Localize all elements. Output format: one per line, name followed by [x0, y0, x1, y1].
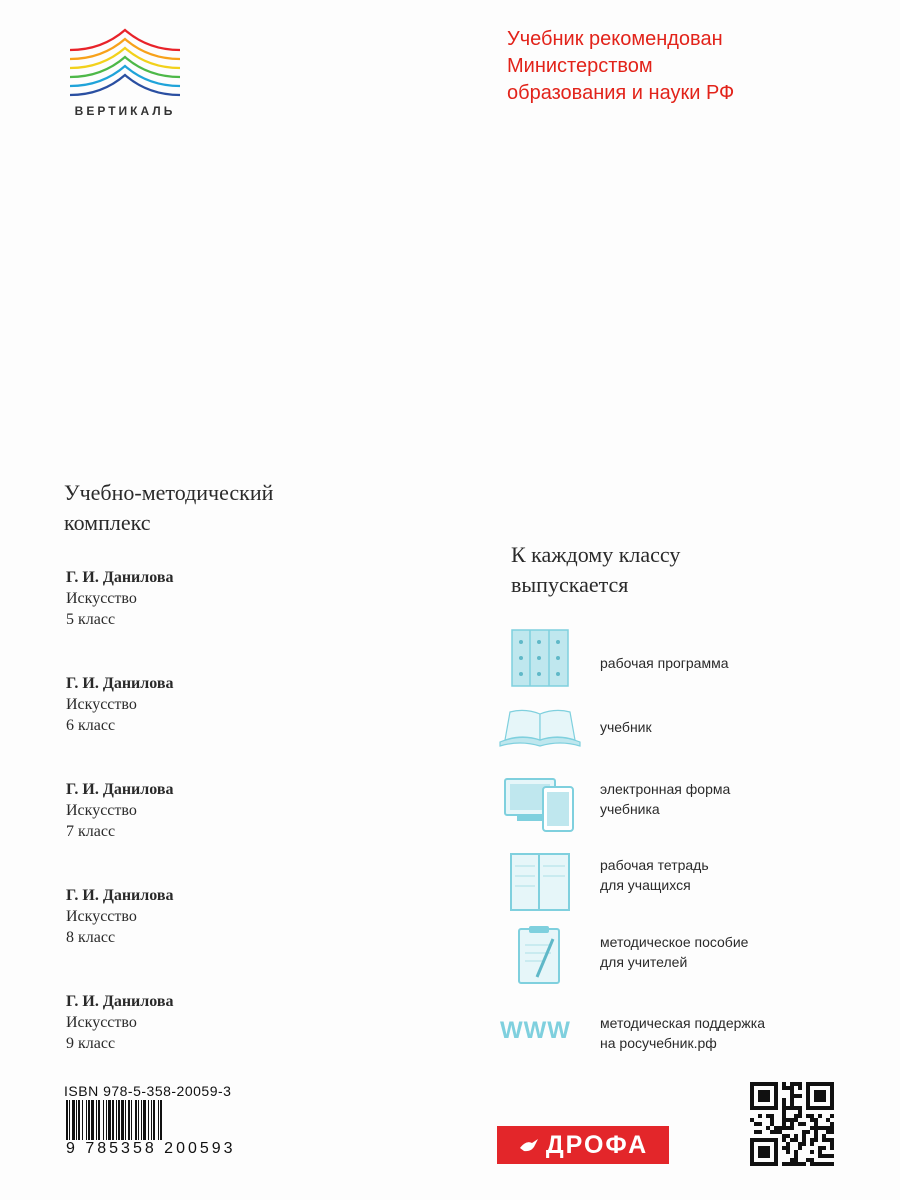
- issue-item-eform: [495, 775, 855, 845]
- issue-item-support: [495, 1013, 855, 1083]
- book-grade: 5 класс: [66, 611, 116, 628]
- issue-label: учебник: [600, 719, 652, 735]
- book-subject: Искусство: [66, 908, 137, 925]
- issue-label: рабочая тетрадь: [600, 857, 709, 873]
- www-icon: [495, 1013, 585, 1073]
- complex-title-line: Учебно-методический: [64, 480, 274, 505]
- recommendation-line: Министерством: [507, 55, 653, 77]
- binder-icon: [495, 628, 585, 688]
- book-grade: 9 класс: [66, 1035, 116, 1052]
- book-subject: Искусство: [66, 696, 137, 713]
- issue-item-manual: [495, 925, 855, 995]
- book-author: Г. И. Данилова: [66, 569, 174, 586]
- arches-logo-icon: [60, 28, 190, 104]
- book-subject: Искусство: [66, 1014, 137, 1031]
- complex-title: [64, 478, 273, 538]
- bird-icon: [518, 1134, 540, 1156]
- issued-title-line: выпускается: [511, 572, 629, 597]
- www-icon-text: WWW: [500, 1017, 571, 1044]
- recommendation-line: Учебник рекомендован: [507, 28, 723, 50]
- book-grade: 8 класс: [66, 929, 116, 946]
- issue-label: для учащихся: [600, 877, 691, 893]
- issue-label: учебника: [600, 801, 660, 817]
- qr-code-icon: [750, 1082, 834, 1166]
- book-entry-5: [66, 567, 173, 630]
- book-grade: 6 класс: [66, 717, 116, 734]
- issue-label: методическое пособие: [600, 934, 749, 950]
- book-entry-7: [66, 779, 173, 842]
- recommendation-line: образования и науки РФ: [507, 82, 735, 104]
- issue-item-textbook: [495, 700, 855, 770]
- book-entry-6: [66, 673, 173, 736]
- recommendation-text: [507, 26, 827, 107]
- issue-label: рабочая программа: [600, 655, 729, 671]
- book-subject: Искусство: [66, 802, 137, 819]
- barcode-digits: 9 785358 200593: [66, 1140, 236, 1157]
- issued-title-line: К каждому классу: [511, 542, 681, 567]
- book-subject: Искусство: [66, 590, 137, 607]
- issue-item-program: [495, 628, 855, 698]
- book-author: Г. И. Данилова: [66, 887, 174, 904]
- issue-label: электронная форма: [600, 781, 731, 797]
- book-author: Г. И. Данилова: [66, 781, 174, 798]
- complex-title-line: комплекс: [64, 510, 151, 535]
- book-entry-8: [66, 885, 173, 948]
- open-book-icon: [495, 700, 585, 760]
- logo-name: ВЕРТИКАЛЬ: [74, 104, 176, 118]
- drofa-label: ДРОФА: [545, 1130, 649, 1159]
- issue-label: для учителей: [600, 954, 688, 970]
- issued-title: [511, 540, 680, 600]
- vertikal-logo: [60, 28, 190, 120]
- issue-item-workbook: [495, 852, 855, 922]
- isbn-number: ISBN 978-5-358-20059-3: [64, 1083, 232, 1099]
- book-author: Г. И. Данилова: [66, 993, 174, 1010]
- clipboard-icon: [495, 925, 585, 985]
- book-entry-9: [66, 991, 173, 1054]
- book-author: Г. И. Данилова: [66, 675, 174, 692]
- drofa-logo: [497, 1126, 669, 1164]
- issue-label: методическая поддержка: [600, 1015, 765, 1031]
- issue-label: на росучебник.рф: [600, 1035, 717, 1051]
- devices-icon: [495, 775, 585, 835]
- book-grade: 7 класс: [66, 823, 116, 840]
- notebook-icon: [495, 852, 585, 912]
